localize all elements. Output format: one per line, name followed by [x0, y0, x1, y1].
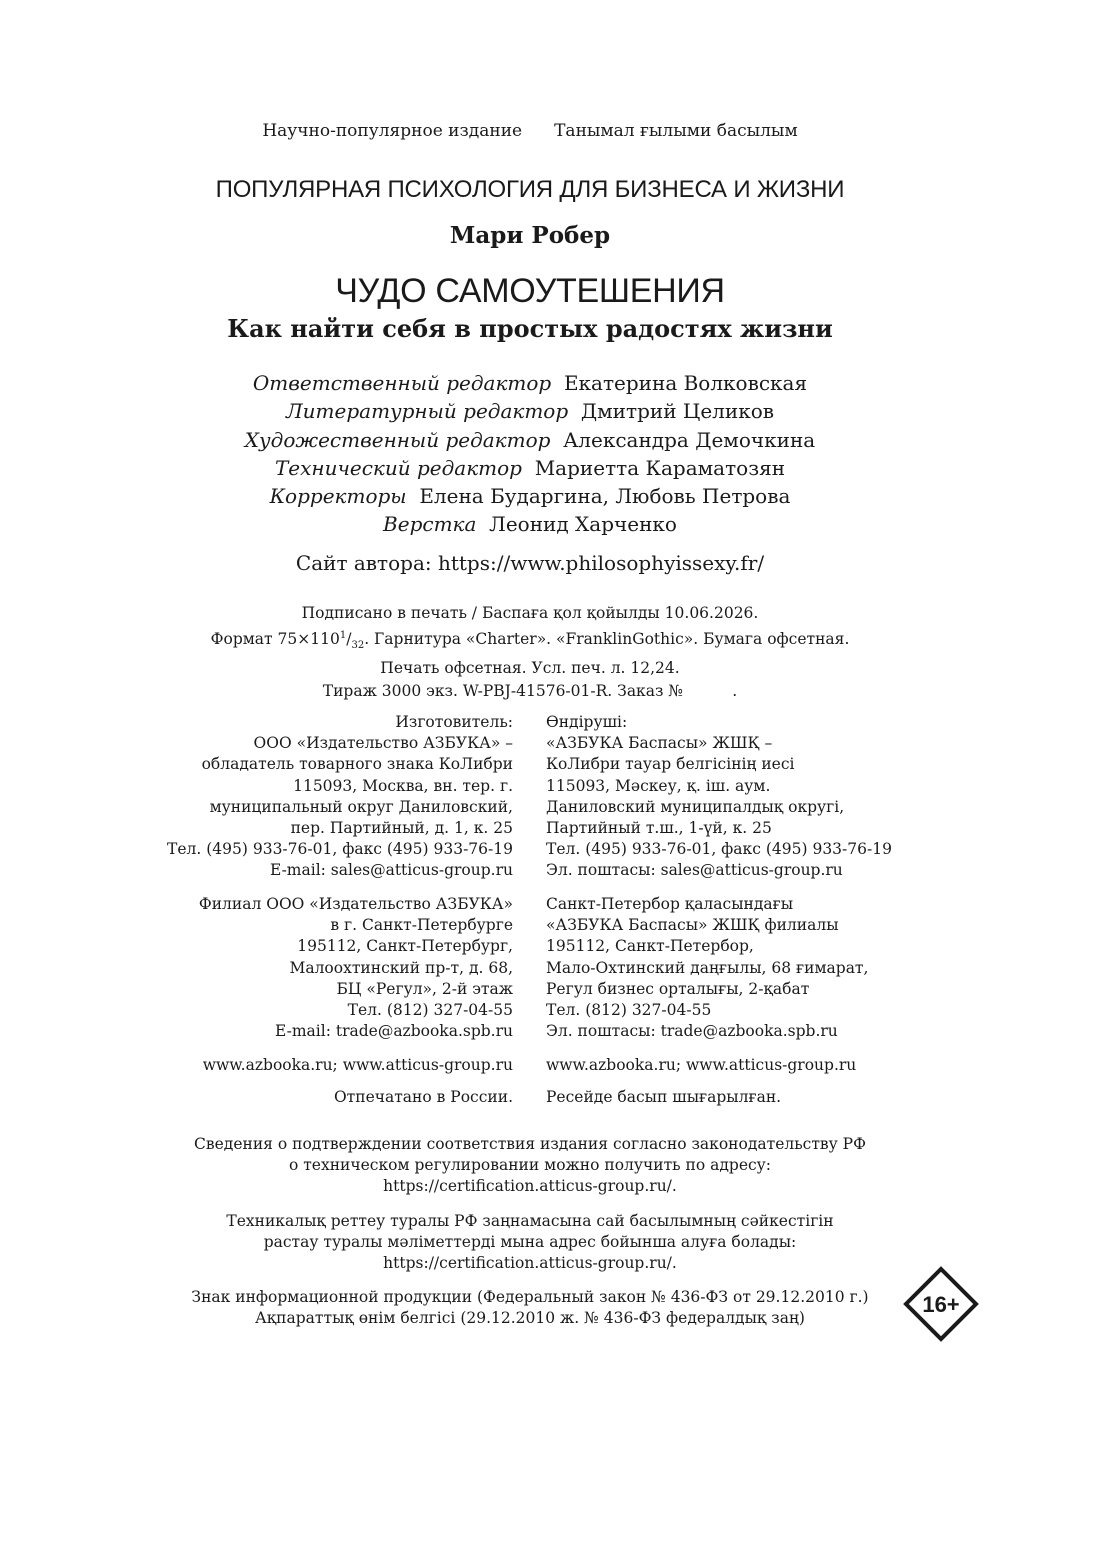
- text-line: https://certification.atticus-group.ru/.: [383, 1177, 677, 1195]
- credit-person: Мариетта Караматозян: [534, 455, 786, 480]
- age-rating-badge: [903, 1266, 979, 1342]
- text-line: Эл. поштасы: sales@atticus-group.ru: [546, 861, 843, 880]
- manufacturer-ru: [167, 712, 513, 882]
- credit-person: Александра Демочкина: [563, 427, 816, 452]
- text-line: 195112, Санкт-Петербор,: [546, 937, 754, 956]
- text-line: муниципальный округ Даниловский,: [209, 797, 513, 816]
- imprint-signed: Подписано в печать / Баспаға қол қойылды 10.06.2026.: [301, 604, 759, 622]
- credit-line: [0, 454, 1060, 482]
- text-line: Партийный т.ш., 1-үй, к. 25: [546, 819, 772, 838]
- imprint-format: Формат $75\times 110^1/_{32}$. Гарнитура «Charter». «FranklinGothic». Бумага офсетная.: [210, 629, 850, 651]
- text-line: Тел. (812) 327-04-55: [347, 1001, 513, 1020]
- credits-list: [0, 369, 1060, 539]
- credit-line: [0, 426, 1060, 454]
- credit-role: Корректоры: [269, 484, 407, 509]
- text-line: ООО «Издательство АЗБУКА» –: [253, 734, 513, 753]
- series-title: ПОПУЛЯРНАЯ ПСИХОЛОГИЯ ДЛЯ БИЗНЕСА И ЖИЗНИ: [215, 176, 845, 203]
- credit-role: Технический редактор: [274, 455, 522, 480]
- branch-ru: [199, 894, 513, 1042]
- text-line: Эл. поштасы: trade@azbooka.spb.ru: [546, 1022, 838, 1041]
- certification-kz: [0, 1211, 1060, 1274]
- genre-line: [0, 121, 1060, 141]
- imprint-print: Печать офсетная. Усл. печ. л. 12,24.: [380, 659, 680, 677]
- text-line: растау туралы мәліметтерді мына адрес бойынша алуға болады:: [263, 1233, 797, 1251]
- text-line: обладатель товарного знака КоЛибри: [201, 755, 513, 774]
- credit-person: Леонид Харченко: [489, 512, 677, 537]
- text-line: https://certification.atticus-group.ru/.: [383, 1254, 677, 1272]
- credit-line: [0, 510, 1060, 538]
- credit-person: Екатерина Волковская: [563, 371, 808, 395]
- credit-line: [0, 397, 1060, 425]
- credit-person: Елена Бударгина, Любовь Петрова: [419, 484, 791, 509]
- book-title: ЧУДО САМОУТЕШЕНИЯ: [335, 272, 725, 310]
- text-line: о техническом регулировании можно получить по адресу:: [288, 1156, 772, 1174]
- text-line: Даниловский муниципалдық округі,: [546, 797, 845, 816]
- book-subtitle: Как найти себя в простых радостях жизни: [227, 314, 833, 343]
- text-line: Знак информационной продукции (Федеральный закон № 436-ФЗ от 29.12.2010 г.): [191, 1288, 869, 1306]
- text-line: 115093, Москва, вн. тер. г.: [293, 776, 513, 795]
- text-line: Санкт-Петербор қаласындағы: [546, 895, 794, 913]
- credit-line: [0, 369, 1060, 397]
- text-line: Ақпараттық өнім белгісі (29.12.2010 ж. № 436-ФЗ федералдық заң): [255, 1309, 805, 1327]
- genre-kz: Танымал ғылыми басылым: [554, 121, 798, 141]
- text-line: пер. Партийный, д. 1, к. 25: [290, 819, 513, 838]
- text-line: Тел. (495) 933-76-01, факс (495) 933-76-19: [546, 840, 892, 859]
- credit-line: [0, 482, 1060, 510]
- text-line: Филиал ООО «Издательство АЗБУКА»: [198, 895, 513, 913]
- text-line: Техникалық реттеу туралы РФ заңнамасына сай басылымның сәйкестігін: [226, 1212, 834, 1230]
- text-line: 115093, Мәскеу, қ. іш. аум.: [546, 776, 771, 795]
- credit-role: Литературный редактор: [285, 399, 569, 424]
- info-product-sign: [0, 1287, 1060, 1329]
- age-rating-label: 16+: [922, 1292, 960, 1317]
- text-line: E-mail: sales@atticus-group.ru: [269, 861, 513, 880]
- certification-ru: [0, 1134, 1060, 1197]
- credit-role: Художественный редактор: [244, 427, 551, 452]
- text-line: Изготовитель:: [395, 713, 513, 731]
- text-line: 195112, Санкт-Петербург,: [297, 937, 513, 956]
- credit-role: Ответственный редактор: [252, 371, 552, 395]
- genre-ru: Научно-популярное издание: [262, 121, 523, 141]
- imprint-block: [0, 602, 1060, 702]
- text-line: Малоохтинский пр-т, д. 68,: [289, 958, 513, 977]
- manufacturer-kz: [546, 712, 892, 882]
- text-line: Тел. (812) 327-04-55: [546, 1001, 712, 1020]
- web-links-ru: www.azbooka.ru; www.atticus-group.ru: [202, 1056, 513, 1074]
- author-name: Мари Робер: [449, 222, 611, 249]
- printed-in-kz: Ресейде басып шығарылған.: [546, 1088, 782, 1106]
- text-line: Өндіруші:: [546, 713, 628, 731]
- text-line: в г. Санкт-Петербурге: [330, 916, 513, 935]
- text-line: БЦ «Регул», 2-й этаж: [336, 979, 513, 998]
- credit-role: Верстка: [383, 512, 477, 537]
- text-line: Мало-Охтинский даңғылы, 68 ғимарат,: [546, 958, 869, 977]
- credit-person: Дмитрий Целиков: [580, 399, 775, 424]
- text-line: Тел. (495) 933-76-01, факс (495) 933-76-19: [167, 840, 513, 859]
- imprint-run: Тираж 3000 экз. W-PBJ-41576-01-R. Заказ № .: [322, 681, 738, 700]
- branch-kz: [546, 894, 868, 1042]
- text-line: Регул бизнес орталығы, 2-қабат: [546, 979, 810, 998]
- text-line: «АЗБУКА Баспасы» ЖШҚ –: [546, 734, 773, 753]
- author-site: Сайт автора: https://www.philosophyissexy.fr/: [295, 551, 765, 575]
- text-line: E-mail: trade@azbooka.spb.ru: [275, 1022, 513, 1041]
- text-line: Сведения о подтверждении соответствия издания согласно законодательству РФ: [194, 1135, 866, 1153]
- text-line: КоЛибри тауар белгісінің иесі: [546, 755, 795, 774]
- web-links-kz: www.azbooka.ru; www.atticus-group.ru: [546, 1056, 857, 1074]
- printed-in-ru: Отпечатано в России.: [333, 1088, 513, 1106]
- text-line: «АЗБУКА Баспасы» ЖШҚ филиалы: [546, 916, 839, 935]
